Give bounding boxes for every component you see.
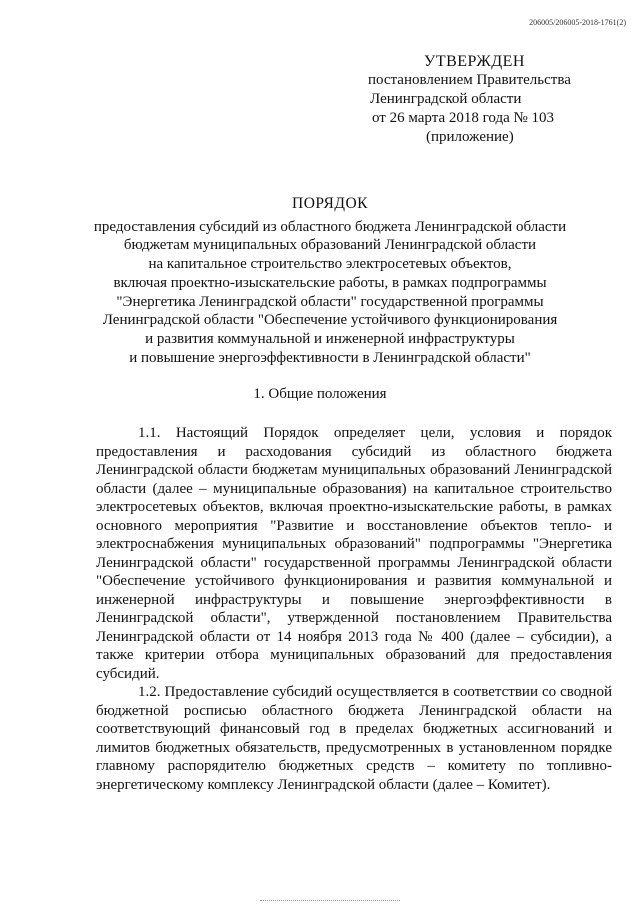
section-heading: 1. Общие положения [253, 386, 387, 402]
title-line: "Энергетика Ленинградской области" государственной программы [116, 293, 544, 310]
approval-stamp [360, 52, 600, 147]
title-line: Ленинградской области "Обеспечение устойчивого функционирования [102, 312, 558, 329]
title-line: на капитальное строительство электросетевых объектов, [148, 256, 512, 273]
approval-line: от 26 марта 2018 года № 103 [372, 110, 555, 126]
title-line: предоставления субсидий из областного бюджета Ленинградской области [93, 218, 567, 235]
title-line: и развития коммунальной и инженерной инфраструктуры [145, 330, 515, 347]
title-line: бюджетам муниципальных образований Ленинградской области [123, 237, 537, 254]
title-line: и повышение энергоэффективности в Ленинградской области" [129, 349, 531, 366]
paragraph-1-1: 1.1. Настоящий Порядок определяет цели, условия и порядок предоставления и расходования субсидий из областного бюджета Ленинградской области бюджетам муниципальных образований Ленинградской области (далее – муниципальные образования) на капитальное строительство электросетевых объектов, включая проектно-изыскательские работы, в рамках основного мероприятия "Развитие и восстановление объектов тепло- и электроснабжения муниципальных образований" подпрограммы "Энергетика Ленинградской области" государственной программы Ленинградской области "Обеспечение устойчивого функционирования и развития коммунальной и инженерной инфраструктуры и повышение энергоэффективности в Ленинградской области", утвержденной постановлением Правительства Ленинградской области от 14 ноября 2013 года № 400 (далее – субсидии), а также критерии отбора муниципальных образований для предоставления субсидий. [96, 425, 612, 682]
document-title: ПОРЯДОК [292, 195, 368, 212]
approval-line: Ленинградской области [370, 91, 522, 107]
approval-heading: УТВЕРЖДЕН [424, 53, 525, 70]
approval-line: (приложение) [426, 129, 514, 145]
paragraph-1-2: 1.2. Предоставление субсидий осуществляется в соответствии со сводной бюджетной росписью областного бюджета Ленинградской области на соответствующий финансовый год в пределах бюджетных ассигнований и лимитов бюджетных обязательств, предусмотренных в установленном порядке главному распорядителю бюджетных средств – комитету по топливно-энергетическому комплексу Ленинградской области (далее – Комитет). [96, 684, 612, 793]
document-body [96, 424, 612, 794]
page-bottom-divider [260, 900, 400, 903]
title-line: включая проектно-изыскательские работы, в рамках подпрограммы [113, 274, 547, 291]
document-title-block [90, 195, 570, 367]
document-id: 206005/206005-2018-1761(2) [529, 18, 626, 27]
approval-line: постановлением Правительства [368, 72, 571, 88]
